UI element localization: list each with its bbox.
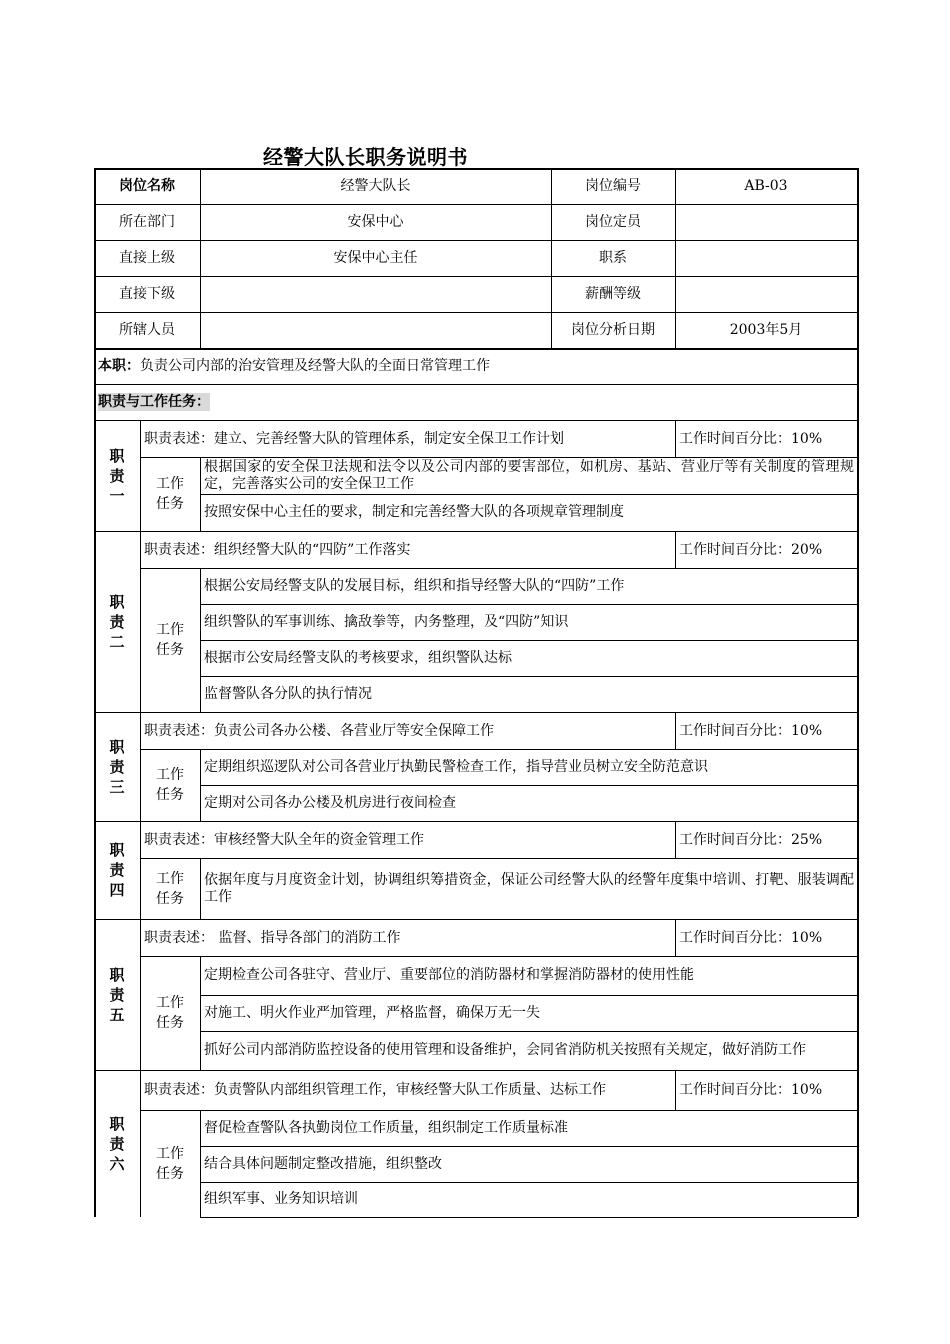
- duty-name-char: 六: [109, 1154, 125, 1173]
- duty-time-5-text: 工作时间百分比：10%: [679, 929, 823, 946]
- table-rule: [140, 568, 857, 569]
- task-item: [200, 457, 857, 494]
- table-rule: [551, 168, 552, 348]
- table-rule: [94, 420, 857, 421]
- duty-time-4-text: 工作时间百分比：25%: [679, 831, 823, 848]
- table-rule: [140, 457, 857, 458]
- task-label-5-text: 工作任务: [156, 995, 184, 1031]
- table-rule: [94, 348, 857, 350]
- table-rule: [140, 821, 141, 919]
- duty-name-char: 四: [109, 881, 125, 899]
- table-rule: [140, 712, 141, 821]
- table-right-border: [857, 168, 859, 1217]
- table-rule: [200, 1110, 201, 1217]
- info-label-right-2-text: 职系: [599, 250, 627, 266]
- info-label-right-2: [551, 240, 675, 276]
- table-rule: [200, 604, 857, 605]
- task-item: [200, 676, 857, 712]
- table-rule: [200, 640, 857, 641]
- duty-time-1: [675, 420, 857, 457]
- duty-name-char: 责: [109, 612, 125, 631]
- task-label-5: [140, 956, 200, 1070]
- table-rule: [140, 1110, 857, 1111]
- duty-name-6: [94, 1070, 140, 1217]
- table-rule: [675, 919, 676, 956]
- task-item-text: 定期对公司各办公楼及机房进行夜间检查: [204, 794, 456, 811]
- task-item-text: 按照安保中心主任的要求，制定和完善经警大队的各项规章管理制度: [204, 504, 624, 520]
- table-rule: [200, 785, 857, 786]
- task-item-text: 根据国家的安全保卫法规和法令以及公司内部的要害部位，如机房、基站、营业厅等有关制度的管理规定，完善落实公司的安全保卫工作: [204, 458, 854, 492]
- task-item: [200, 568, 857, 604]
- duty-description-4-text: 职责表述：审核经警大队全年的资金管理工作: [144, 831, 424, 848]
- info-label-0-text: 岗位名称: [119, 178, 175, 194]
- duty-time-3: [675, 712, 857, 749]
- task-item-text: 定期检查公司各驻守、营业厅、重要部位的消防器材和掌握消防器材的使用性能: [204, 967, 694, 983]
- table-rule: [675, 1070, 676, 1110]
- duty-name-char: 责: [109, 985, 125, 1004]
- table-rule: [140, 749, 857, 750]
- duty-name-char: 职: [109, 737, 125, 756]
- task-item-text: 监督警队各分队的执行情况: [204, 685, 372, 702]
- duty-summary-text: 负责公司内部的治安管理及经警大队的全面日常管理工作: [140, 358, 490, 374]
- task-item: [200, 858, 857, 919]
- duty-name-3: [94, 712, 140, 821]
- task-item-text: 对施工、明火作业严加管理，严格监督，确保万无一失: [204, 1004, 540, 1021]
- duty-time-6-text: 工作时间百分比：10%: [679, 1082, 823, 1098]
- duty-name-char: 一: [109, 486, 125, 505]
- info-label-right-4: [551, 312, 675, 348]
- info-label-right-1: [551, 204, 675, 240]
- task-item-text: 根据市公安局经警支队的考核要求，组织警队达标: [204, 649, 512, 666]
- task-label-6-text: 工作任务: [156, 1145, 184, 1182]
- info-value-1-text: 安保中心: [347, 214, 404, 230]
- info-label-right-3: [551, 276, 675, 312]
- info-label-1-text: 所在部门: [119, 214, 175, 230]
- table-rule: [140, 956, 857, 957]
- task-item-text: 定期组织巡逻队对公司各营业厅执勤民警检查工作，指导营业员树立安全防范意识: [204, 758, 708, 775]
- task-item-text: 根据公安局经警支队的发展目标，组织和指导经警大队的“四防”工作: [204, 577, 625, 594]
- duty-time-4: [675, 821, 857, 858]
- task-item-text: 组织军事、业务知识培训: [204, 1191, 358, 1207]
- table-rule: [200, 457, 201, 531]
- duty-description-1-text: 职责表述：建立、完善经警大队的管理体系，制定安全保卫工作计划: [144, 430, 564, 447]
- info-label-2-text: 直接上级: [119, 250, 175, 266]
- task-item: [200, 995, 857, 1031]
- table-rule: [94, 240, 857, 241]
- duty-name-char: 职: [109, 965, 125, 984]
- info-value-right-0-text: AB-03: [744, 178, 788, 194]
- table-rule: [140, 531, 141, 712]
- table-rule: [200, 1182, 857, 1183]
- duty-name-char: 职: [109, 1114, 125, 1133]
- duty-description-5-text: 职责表述： 监督、指导各部门的消防工作: [144, 929, 401, 946]
- table-rule: [200, 995, 857, 996]
- duty-name-4: [94, 821, 140, 919]
- task-item-text: 督促检查警队各执勤岗位工作质量，组织制定工作质量标准: [204, 1119, 568, 1136]
- duty-name-char: 职: [109, 446, 125, 465]
- duty-name-2: [94, 531, 140, 712]
- task-label-1: [140, 457, 200, 531]
- table-top-rule: [94, 168, 857, 170]
- task-item-text: 依据年度与月度资金计划，协调组织筹措资金，保证公司经警大队的经警年度集中培训、打靶、服装调配工作: [204, 871, 854, 905]
- task-label-1-text: 工作任务: [156, 476, 184, 512]
- duty-time-2: [675, 531, 857, 568]
- duty-name-char: 责: [109, 861, 125, 879]
- duty-description-6: [140, 1070, 675, 1110]
- table-rule: [675, 821, 676, 858]
- duty-description-1: [140, 420, 675, 457]
- duty-description-2-text: 职责表述：组织经警大队的“四防”工作落实: [144, 541, 411, 558]
- duty-name-char: 责: [109, 1134, 125, 1153]
- duty-summary-label: 本职：: [98, 358, 140, 374]
- info-value-right-4: [675, 312, 857, 348]
- table-rule: [140, 858, 857, 859]
- table-rule: [200, 1146, 857, 1147]
- info-value-4: [200, 312, 551, 348]
- duty-description-4: [140, 821, 675, 858]
- task-label-4-text: 工作任务: [156, 870, 184, 907]
- info-label-1: [94, 204, 200, 240]
- task-item: [200, 1182, 857, 1217]
- duty-time-1-text: 工作时间百分比：10%: [679, 430, 823, 447]
- info-label-right-1-text: 岗位定员: [585, 214, 641, 230]
- info-value-1: [200, 204, 551, 240]
- table-rule: [675, 712, 676, 749]
- duty-description-5: [140, 919, 675, 956]
- duty-description-2: [140, 531, 675, 568]
- info-label-0: [94, 168, 200, 204]
- info-value-right-2: [675, 240, 857, 276]
- duty-name-char: 二: [109, 632, 125, 651]
- info-label-3: [94, 276, 200, 312]
- info-label-2: [94, 240, 200, 276]
- table-rule: [200, 568, 201, 712]
- duty-name-char: 三: [109, 777, 125, 796]
- info-value-right-1: [675, 204, 857, 240]
- task-item: [200, 604, 857, 640]
- table-rule: [200, 494, 857, 495]
- duty-description-3: [140, 712, 675, 749]
- task-item: [200, 1031, 857, 1070]
- info-value-2-text: 安保中心主任: [333, 250, 418, 266]
- task-item: [200, 1110, 857, 1146]
- table-rule: [200, 1031, 857, 1032]
- info-label-3-text: 直接下级: [119, 286, 175, 302]
- info-value-0: [200, 168, 551, 204]
- task-label-2-text: 工作任务: [156, 622, 184, 658]
- table-rule: [200, 749, 201, 821]
- table-rule: [94, 276, 857, 277]
- info-value-3: [200, 276, 551, 312]
- duty-description-3-text: 职责表述：负责公司各办公楼、各营业厅等安全保障工作: [144, 722, 494, 739]
- duty-time-3-text: 工作时间百分比：10%: [679, 722, 823, 739]
- table-rule: [94, 384, 857, 385]
- info-label-right-0-text: 岗位编号: [585, 178, 641, 194]
- table-rule: [140, 1070, 141, 1217]
- task-item: [200, 640, 857, 676]
- task-label-6: [140, 1110, 200, 1217]
- table-rule: [675, 168, 676, 348]
- info-value-right-0: [675, 168, 857, 204]
- table-rule: [200, 956, 201, 1070]
- task-item: [200, 749, 857, 785]
- task-item: [200, 956, 857, 995]
- duty-description-6-text: 职责表述：负责警队内部组织管理工作，审核经警大队工作质量、达标工作: [144, 1082, 606, 1098]
- task-item: [200, 785, 857, 821]
- table-rule: [94, 204, 857, 205]
- duty-time-6: [675, 1070, 857, 1110]
- duty-name-char: 责: [109, 466, 125, 485]
- duty-name-char: 责: [109, 757, 125, 776]
- info-label-right-0: [551, 168, 675, 204]
- duty-name-char: 职: [109, 841, 125, 859]
- table-rule: [200, 168, 201, 348]
- duties-heading: 职责与工作任务：: [98, 394, 210, 410]
- task-item-text: 组织警队的军事训练、擒敌拳等，内务整理，及“四防”知识: [204, 613, 569, 630]
- task-label-4: [140, 858, 200, 919]
- info-value-right-3: [675, 276, 857, 312]
- info-label-right-3-text: 薪酬等级: [585, 286, 641, 302]
- table-rule: [140, 420, 141, 531]
- duty-summary-row: [94, 348, 857, 384]
- table-rule: [200, 676, 857, 677]
- duty-name-5: [94, 919, 140, 1070]
- duty-name-char: 职: [109, 592, 125, 611]
- task-item-text: 抓好公司内部消防监控设备的使用管理和设备维护，会同省消防机关按照有关规定，做好消防工作: [204, 1042, 806, 1058]
- table-rule: [140, 919, 141, 1070]
- table-rule: [94, 312, 857, 313]
- duty-name-1: [94, 420, 140, 531]
- table-rule: [675, 420, 676, 457]
- info-value-2: [200, 240, 551, 276]
- task-item: [200, 1146, 857, 1182]
- table-rule: [675, 531, 676, 568]
- duties-heading-row: [94, 384, 857, 420]
- info-label-4: [94, 312, 200, 348]
- document-title: 经警大队长职务说明书: [263, 145, 468, 169]
- info-label-right-4-text: 岗位分析日期: [571, 322, 655, 338]
- duty-time-5: [675, 919, 857, 956]
- task-label-3: [140, 749, 200, 821]
- task-item-text: 结合具体问题制定整改措施，组织整改: [204, 1155, 442, 1172]
- task-item: [200, 494, 857, 531]
- info-value-0-text: 经警大队长: [340, 178, 411, 194]
- table-bottom-rule: [200, 1217, 857, 1218]
- info-value-right-4-text: 2003年5月: [729, 322, 803, 338]
- task-label-2: [140, 568, 200, 712]
- duty-name-char: 五: [109, 1005, 125, 1024]
- table-rule: [200, 858, 201, 919]
- task-label-3-text: 工作任务: [156, 767, 184, 803]
- duty-time-2-text: 工作时间百分比：20%: [679, 541, 823, 558]
- table-left-border: [94, 168, 96, 1217]
- info-label-4-text: 所辖人员: [119, 322, 175, 338]
